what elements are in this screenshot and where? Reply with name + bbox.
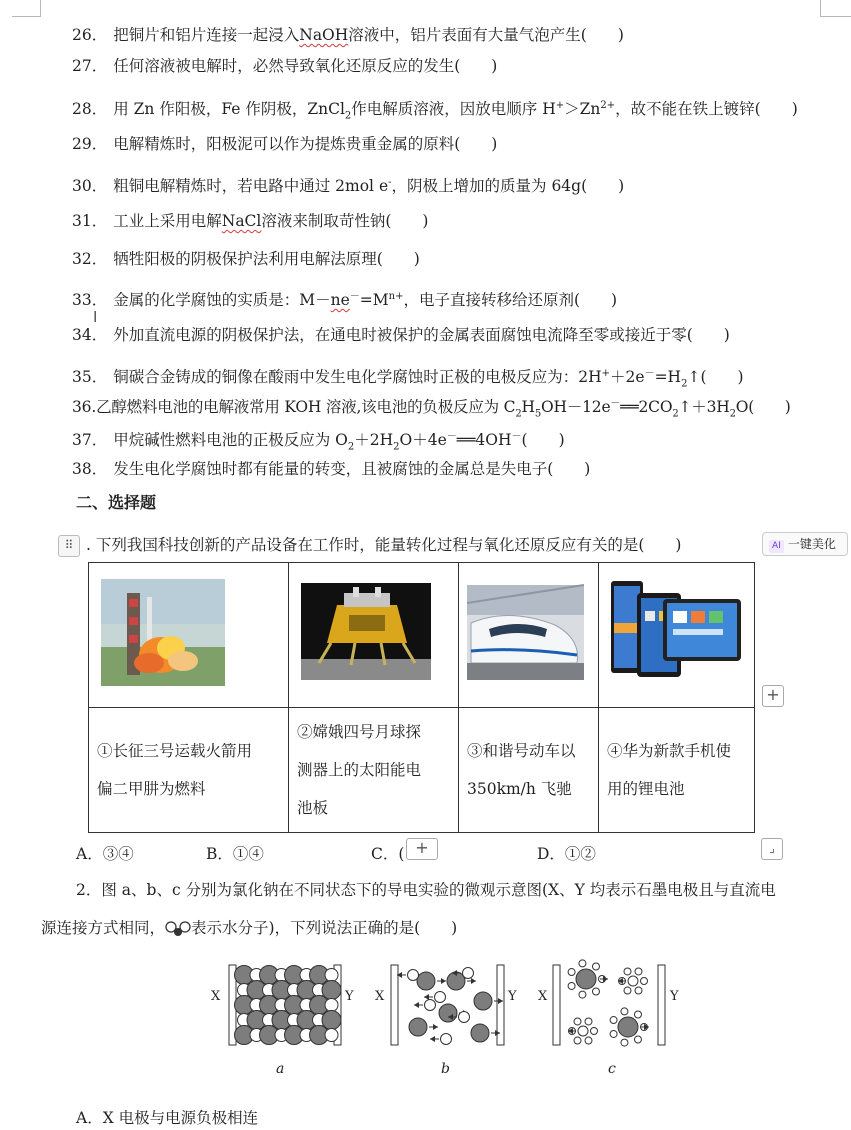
hydrated-chloride-ion: [618, 1017, 638, 1037]
ai-badge-icon: AI: [769, 540, 784, 553]
water-molecule: [568, 969, 575, 976]
question-26: 26． 把铜片和铝片连接一起浸入NaOH溶液中，铝片表面有大量气泡产生( ): [72, 26, 624, 44]
choice-a: A．③④: [76, 845, 134, 863]
sodium-ion: [435, 992, 446, 1003]
question-38: 38． 发生电化学腐蚀时都有能量的转变，且被腐蚀的金属总是失电子( ): [72, 460, 591, 478]
water-molecule: [585, 1037, 592, 1044]
question-27: 27． 任何溶液被电解时，必然导致氧化还原反应的发生( ): [72, 57, 498, 75]
section-title: 二、选择题: [76, 493, 157, 512]
high-speed-train-image: [459, 563, 598, 703]
ai-beautify-button[interactable]: AI 一键美化: [762, 532, 848, 556]
electrode-label-x-a: X: [211, 989, 221, 1004]
chloride-ion: [322, 981, 341, 1000]
question-36: 36.乙醇燃料电池的电解液常用 KOH 溶液,该电池的负极反应为 $C_2H_5OH-12e^-══2CO_2↑+3H_2O$( ): [72, 398, 791, 420]
panel-a: [211, 965, 354, 1045]
water-molecule-icon: [165, 921, 191, 937]
option-4-text: ④华为新款手机使 用的锂电池: [599, 708, 755, 833]
add-row-icon[interactable]: +: [406, 838, 438, 860]
spellcheck-naoh: NaOH: [299, 26, 349, 44]
chloride-ion: [409, 1018, 427, 1036]
migration-arrowhead: [603, 976, 608, 982]
q1-stem: . 下列我国科技创新的产品设备在工作时，能量转化过程与氧化还原反应有关的是( ): [86, 536, 682, 554]
moon-lander-image: [289, 563, 458, 703]
diagram-label-a: a: [276, 1061, 285, 1077]
question-30: 30． 粗铜电解精炼时，若电路中通过 2mol e-，阴极上增加的质量为 64g( ): [72, 177, 625, 196]
q1-options-table: [88, 562, 755, 833]
water-molecule: [621, 1039, 628, 1046]
q2-stem-line2: 源连接方式相同， 表示水分子)，下列说法正确的是( ): [41, 919, 458, 937]
chloride-ion: [439, 1004, 457, 1022]
panel-c: [538, 960, 679, 1046]
water-molecule: [574, 1037, 581, 1044]
sodium-ion: [425, 1000, 436, 1011]
sodium-ion: [459, 1012, 470, 1023]
image-cell-phone: [599, 563, 755, 708]
question-37: 37． 甲烷碱性燃料电池的正极反应为 $O_2+2H_2O+4e^-══4OH^-$( ): [72, 431, 565, 453]
water-molecule: [610, 1030, 617, 1037]
water-molecule: [624, 968, 631, 975]
choice-b: B．①④: [206, 845, 264, 863]
diagram-label-b: b: [441, 1061, 450, 1077]
water-molecule: [579, 991, 586, 998]
image-cell-train: [459, 563, 599, 708]
image-cell-lander: [289, 563, 459, 708]
diagram-label-c: c: [608, 1061, 616, 1077]
phone-tablet-image: [599, 563, 754, 703]
water-molecule: [624, 987, 631, 994]
sodium-ion: [441, 1034, 452, 1045]
page-corner-mark-right: [820, 0, 851, 17]
question-32: 32． 牺牲阳极的阴极保护法利用电解法原理( ): [72, 250, 420, 268]
water-molecule: [568, 982, 575, 989]
electrode-label-x-c: X: [538, 989, 548, 1004]
add-column-icon[interactable]: +: [762, 685, 784, 707]
chloride-ion: [417, 972, 435, 990]
hydrated-sodium-ion: [578, 1026, 588, 1036]
water-molecule: [635, 987, 642, 994]
chloride-ion: [471, 1024, 489, 1042]
migration-arrowhead: [433, 1024, 438, 1030]
chloride-ion: [322, 1011, 341, 1030]
option-3-text: ③和谐号动车以 350km/h 飞驰: [459, 708, 599, 833]
migration-arrowhead: [441, 978, 446, 984]
q2-option-a: A．X 电极与电源负极相连: [76, 1109, 259, 1127]
question-28: 28． 用 Zn 作阳极，Fe 作阴极，ZnCl$_2$作电解质溶液，因放电顺序 $H^+>Zn^{2+}$，故不能在铁上镀锌( ): [72, 100, 798, 122]
sodium-ion: [325, 999, 338, 1012]
electrode-label-y-b: Y: [508, 989, 517, 1004]
sodium-ion: [463, 968, 474, 979]
water-molecule: [610, 1017, 617, 1024]
hydrated-sodium-ion: [628, 976, 638, 986]
migration-arrowhead: [424, 994, 429, 1000]
electrode-label-y-c: Y: [670, 989, 679, 1004]
migration-arrowhead: [471, 978, 476, 984]
option-2-text: ②嫦娥四号月球探 测器上的太阳能电 池板: [289, 708, 459, 833]
question-34: 34． 外加直流电源的阴极保护法，在通电时被保护的金属表面腐蚀电流降至零或接近于零( ): [72, 326, 730, 344]
water-molecule: [635, 968, 642, 975]
page-corner-mark-left: [12, 0, 41, 17]
migration-arrowhead: [430, 1036, 435, 1042]
rocket-launch-image: [89, 563, 288, 703]
water-molecule: [591, 1028, 598, 1035]
chloride-ion: [474, 992, 492, 1010]
choice-c: C．(: [371, 845, 405, 863]
sodium-ion: [325, 1029, 338, 1042]
electrode-label-y-a: Y: [345, 989, 354, 1004]
panel-b: [375, 965, 517, 1045]
drag-handle-icon[interactable]: ⠿: [58, 535, 80, 557]
water-molecule: [634, 1036, 641, 1043]
question-31: 31． 工业上采用电解NaCl溶液来制取苛性钠( ): [72, 212, 429, 230]
choice-d: D．①②: [537, 845, 596, 863]
image-cell-rocket: [89, 563, 289, 708]
question-35: 35． 铜碳合金铸成的铜像在酸雨中发生电化学腐蚀时正极的电极反应为：$2H^++2e^-=H_2↑$( ): [72, 368, 744, 390]
q2-stem-line1: 2．图 a、b、c 分别为氯化钠在不同状态下的导电实验的微观示意图(X、Y 均表示石墨电极且与直流电: [76, 881, 776, 899]
text-cursor-icon: I: [93, 308, 98, 326]
hydrated-chloride-ion: [576, 969, 596, 989]
electrode-label-x-b: X: [375, 989, 385, 1004]
water-molecule: [585, 1018, 592, 1025]
question-29: 29． 电解精炼时，阳极泥可以作为提炼贵重金属的原料( ): [72, 135, 498, 153]
migration-arrowhead: [414, 1002, 419, 1008]
water-molecule: [592, 988, 599, 995]
table-resize-corner-icon[interactable]: ⌟: [761, 838, 783, 860]
question-33: 33． 金属的化学腐蚀的实质是：$M-ne^-=M^{n+}$，电子直接转移给还原剂( ): [72, 291, 618, 310]
sodium-ion: [408, 970, 419, 981]
water-molecule: [641, 978, 648, 985]
water-molecule: [634, 1011, 641, 1018]
sodium-ion: [325, 969, 338, 982]
water-molecule: [579, 960, 586, 967]
spellcheck-nacl: NaCl: [221, 212, 262, 230]
water-molecule: [592, 963, 599, 970]
option-1-text: ①长征三号运载火箭用 偏二甲肼为燃料: [89, 708, 289, 833]
water-molecule: [621, 1008, 628, 1015]
water-molecule: [574, 1018, 581, 1025]
